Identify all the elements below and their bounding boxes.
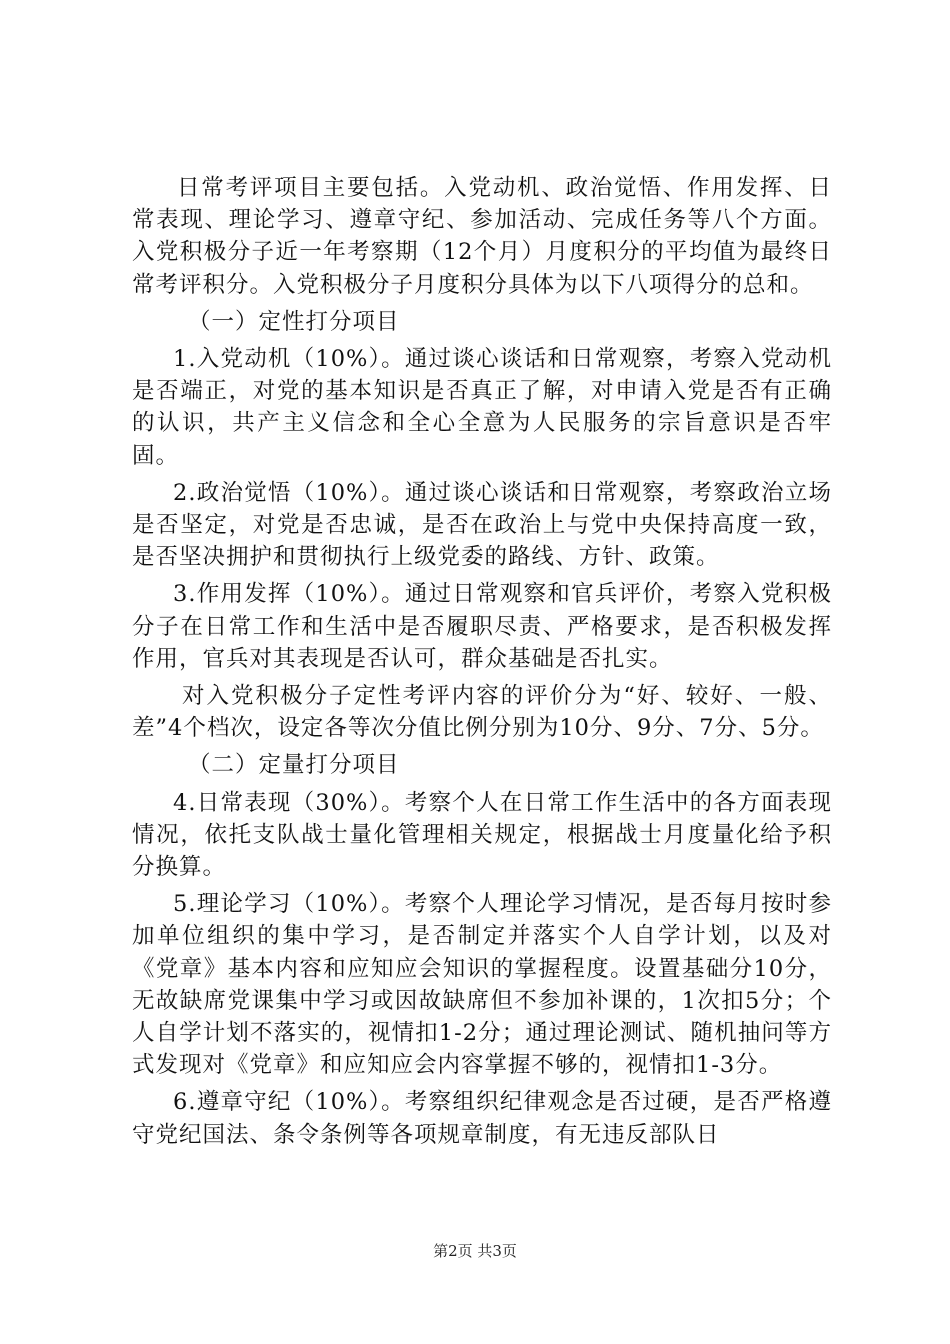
- item-paragraph-5: 5.理论学习（10%）。考察个人理论学习情况，是否每月按时参加单位组织的集中学习，是否制定并落实个人自学计划，以及对《党章》基本内容和应知应会知识的掌握程度。设置基础分10分，无故缺席党课集中学习或因故缺席但不参加补课的，1次扣5分；个人自学计划不落实的，视情扣1-2分；通过理论测试、随机抽问等方式发现对《党章》和应知应会内容掌握不够的，视情扣1-3分。: [132, 891, 832, 1079]
- grading-paragraph: 对入党积极分子定性考评内容的评价分为“好、较好、一般、差”4个档次，设定各等次分值比例分别为10分、9分、7分、5分。: [132, 683, 832, 742]
- document-body: [132, 172, 832, 1151]
- item-paragraph-1: 1.入党动机（10%）。通过谈心谈话和日常观察，考察入党动机是否端正，对党的基本知识是否真正了解，对申请入党是否有正确的认识，共产主义信念和全心全意为人民服务的宗旨意识是否牢固。: [132, 346, 832, 469]
- item-paragraph-6: 6.遵章守纪（10%）。考察组织纪律观念是否过硬，是否严格遵守党纪国法、条令条例等各项规章制度，有无违反部队日: [132, 1089, 832, 1148]
- page-footer: 第2页 共3页: [433, 1242, 517, 1260]
- intro-paragraph: 日常考评项目主要包括。入党动机、政治觉悟、作用发挥、日常表现、理论学习、遵章守纪、参加活动、完成任务等八个方面。入党积极分子近一年考察期（12个月）月度积分的平均值为最终日常考评积分。入党积极分子月度积分具体为以下八项得分的总和。: [132, 175, 832, 298]
- item-paragraph-4: 4.日常表现（30%）。考察个人在日常工作生活中的各方面表现情况，依托支队战士量化管理相关规定，根据战士月度量化给予积分换算。: [132, 789, 832, 881]
- item-paragraph-2: 2.政治觉悟（10%）。通过谈心谈话和日常观察，考察政治立场是否坚定，对党是否忠诚，是否在政治上与党中央保持高度一致，是否坚决拥护和贯彻执行上级党委的路线、方针、政策。: [132, 479, 832, 571]
- section-heading-quantitative: （二）定量打分项目: [188, 752, 400, 779]
- item-paragraph-3: 3.作用发挥（10%）。通过日常观察和官兵评价，考察入党积极分子在日常工作和生活中是否履职尽责、严格要求，是否积极发挥作用，官兵对其表现是否认可，群众基础是否扎实。: [132, 581, 832, 672]
- section-heading-qualitative: （一）定性打分项目: [188, 308, 400, 335]
